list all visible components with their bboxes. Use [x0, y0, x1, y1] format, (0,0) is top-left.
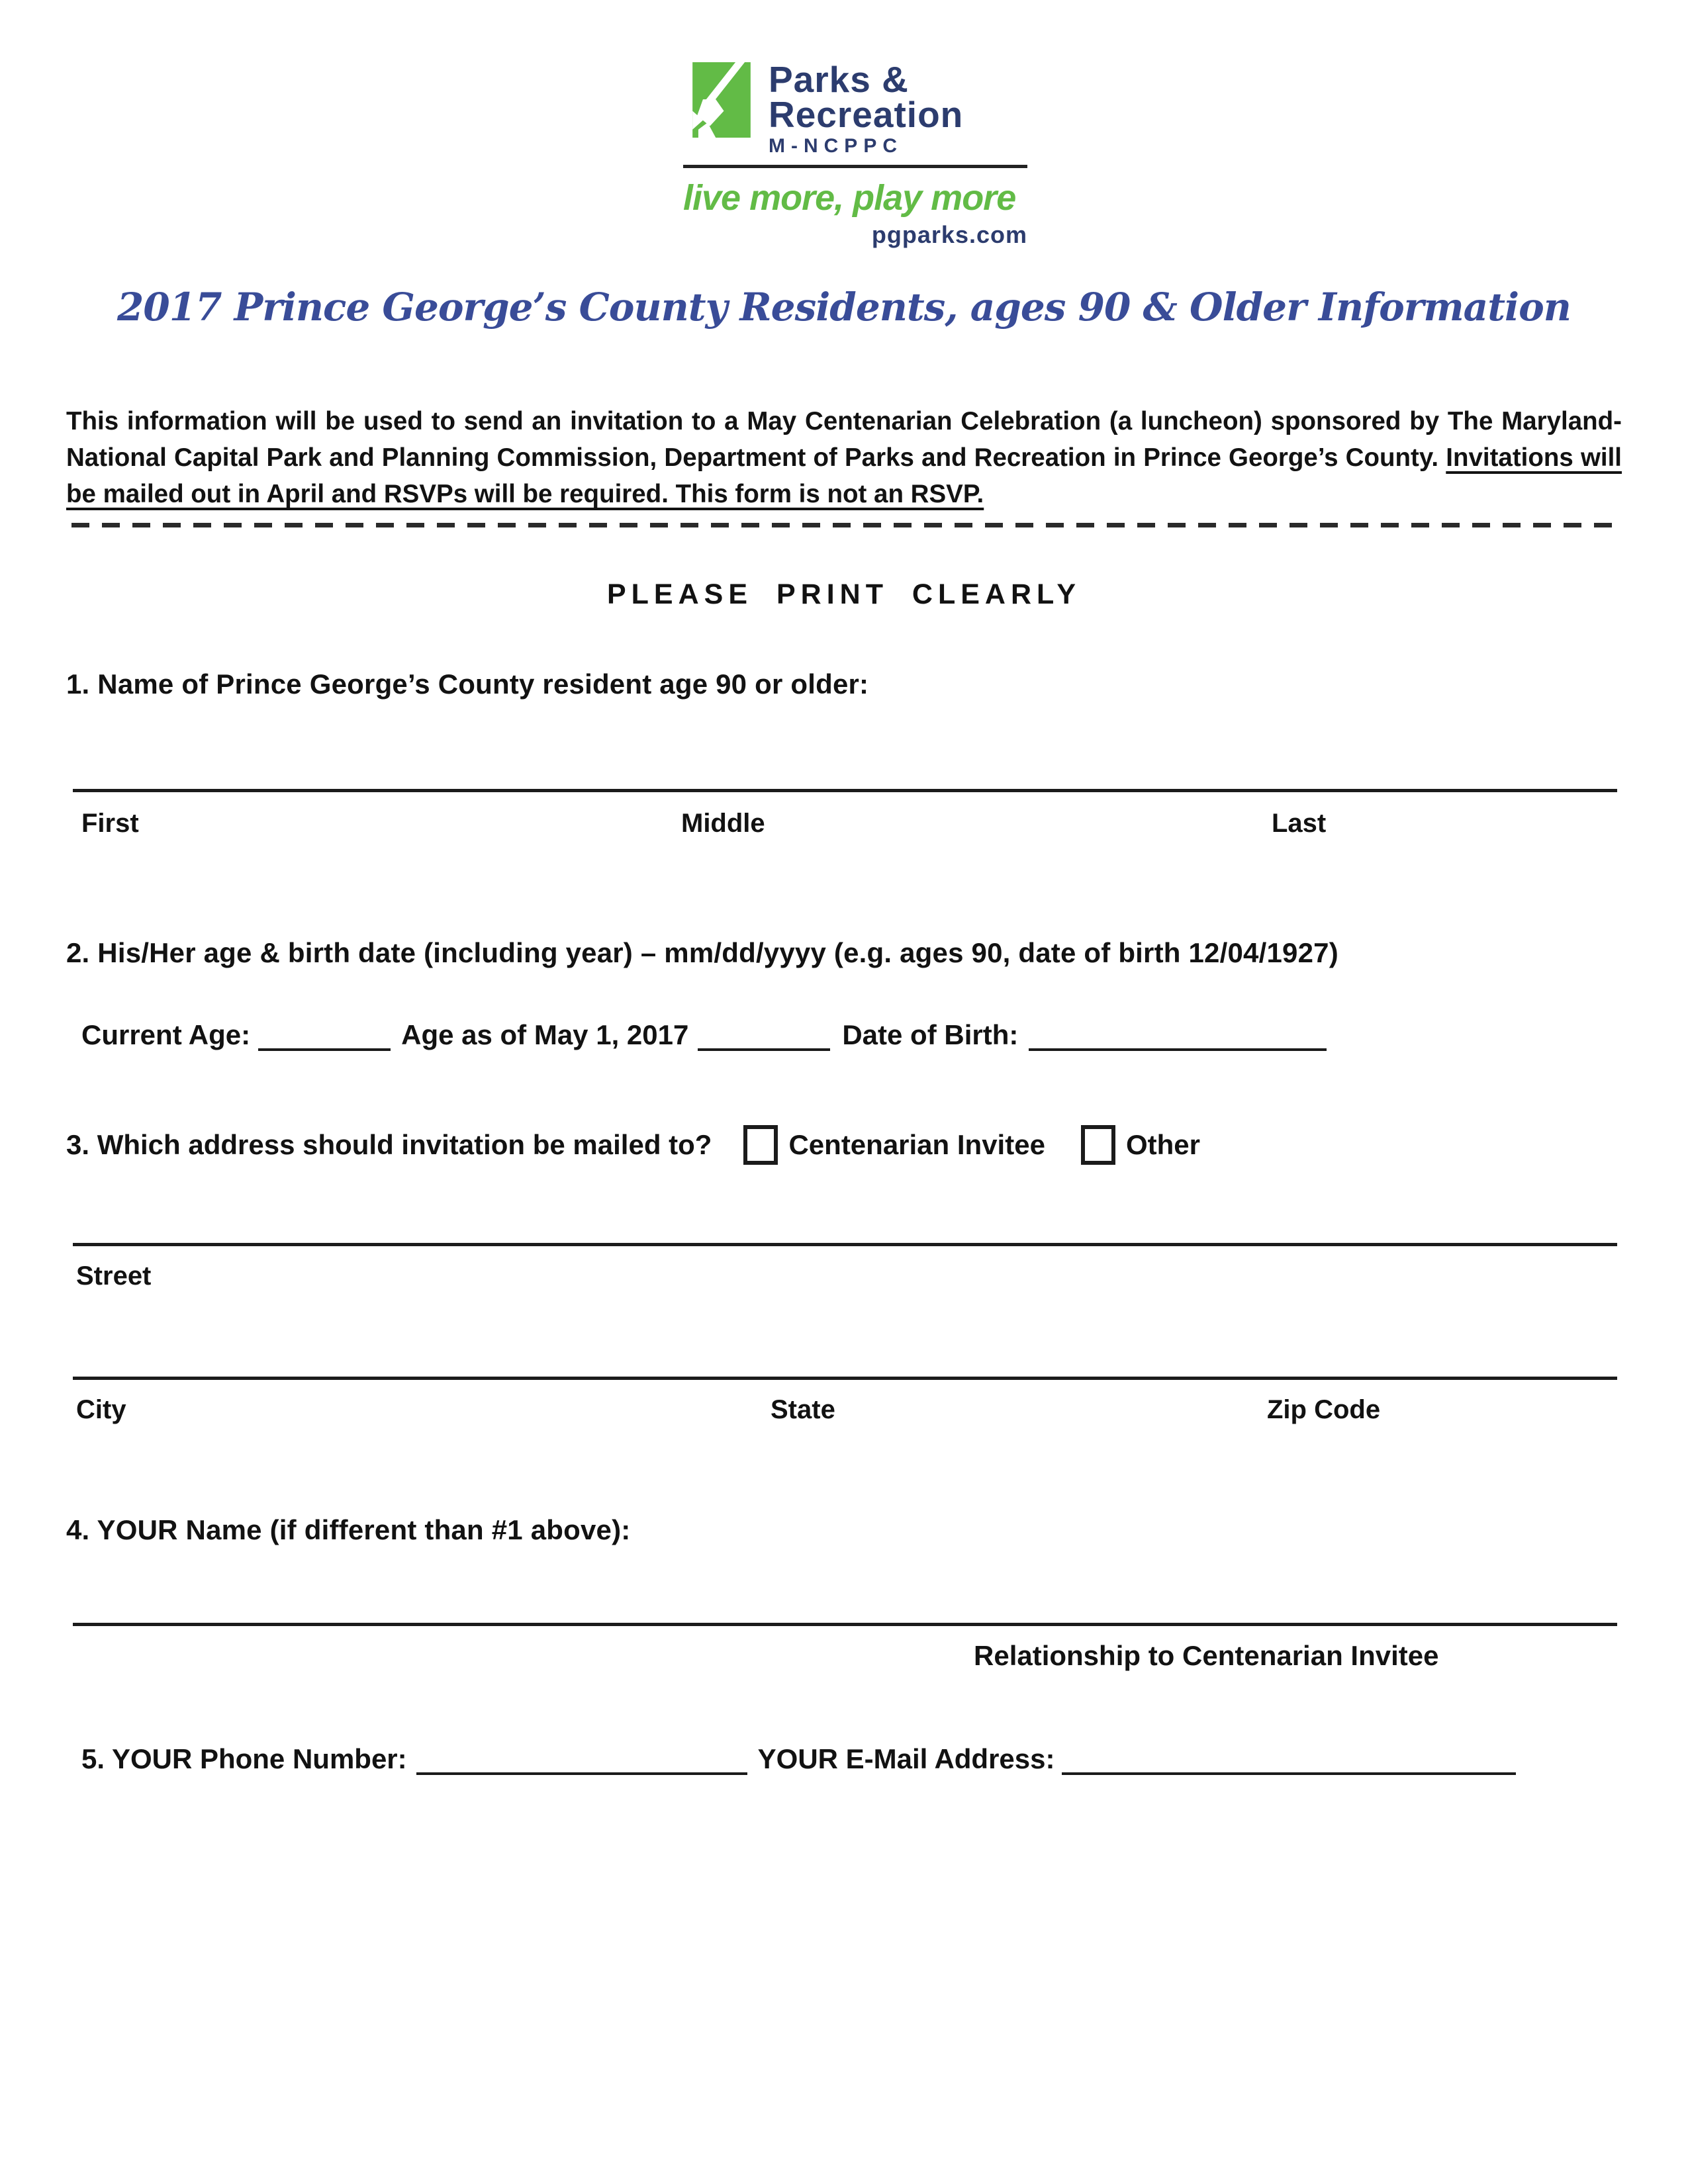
email-address-label: YOUR E-Mail Address:: [757, 1743, 1055, 1774]
centenarian-invitee-checkbox[interactable]: [743, 1125, 778, 1165]
logo-org-line1: Parks &: [769, 59, 909, 100]
last-name-label: Last: [1272, 809, 1327, 838]
logo-org-line2: Recreation: [769, 94, 964, 135]
city-label: City: [76, 1395, 126, 1424]
logo-divider: [683, 165, 1027, 168]
date-of-birth-label: Date of Birth:: [842, 1019, 1019, 1050]
q3-label: 3. Which address should invitation be mailed to?: [66, 1129, 712, 1160]
first-name-label: First: [81, 809, 139, 838]
phone-number-label: 5. YOUR Phone Number:: [81, 1743, 407, 1774]
email-address-blank[interactable]: [1062, 1738, 1516, 1775]
page-title: 2017 Prince George’s County Residents, ages 90 & Older Information: [117, 285, 1571, 330]
your-name-write-line[interactable]: [73, 1623, 1617, 1626]
middle-name-label: Middle: [681, 809, 765, 838]
state-label: State: [771, 1395, 835, 1424]
q4-label: 4. YOUR Name (if different than #1 above):: [66, 1514, 631, 1545]
zip-code-label: Zip Code: [1267, 1395, 1381, 1424]
city-state-zip-write-line[interactable]: [73, 1377, 1617, 1380]
logo-org-acronym: M-NCPPC: [769, 135, 903, 157]
relationship-label: Relationship to Centenarian Invitee: [974, 1640, 1439, 1671]
logo-tagline: live more, play more: [683, 178, 1016, 218]
dashed-separator: [71, 523, 1619, 527]
other-checkbox[interactable]: [1081, 1125, 1115, 1165]
intro-text-underlined: Invitations will be mailed out in April and RSVPs will be required. This form is not an RSVP.: [66, 443, 1622, 508]
street-label: Street: [76, 1261, 152, 1291]
intro-text: This information will be used to send an invitation to a May Centenarian Celebration (a luncheon) sponsored by The Maryland-National Capital Park and Planning Commission, Department of Parks and Recreation in Prince George’s County.: [66, 406, 1622, 472]
age-as-of-blank[interactable]: [698, 1014, 830, 1051]
current-age-label: Current Age:: [81, 1019, 251, 1050]
q2-label: 2. His/Her age & birth date (including year) – mm/dd/yyyy (e.g. ages 90, date of birth 12/04/1927): [66, 937, 1338, 968]
q1-label: 1. Name of Prince George’s County resident age 90 or older:: [66, 668, 869, 700]
print-clearly-heading: PLEASE PRINT CLEARLY: [606, 578, 1082, 610]
centenarian-invitee-option-label: Centenarian Invitee: [788, 1129, 1045, 1160]
q1-name-write-line[interactable]: [73, 789, 1617, 792]
parks-recreation-logo: [683, 59, 1027, 249]
current-age-blank[interactable]: [258, 1014, 391, 1051]
date-of-birth-blank[interactable]: [1029, 1014, 1327, 1051]
logo-website: pgparks.com: [871, 221, 1027, 248]
other-option-label: Other: [1125, 1129, 1200, 1160]
street-write-line[interactable]: [73, 1243, 1617, 1246]
mncppc-shovel-icon: [683, 62, 760, 138]
age-as-of-label: Age as of May 1, 2017: [401, 1019, 689, 1050]
phone-number-blank[interactable]: [416, 1738, 747, 1775]
intro-paragraph: [66, 403, 1622, 512]
